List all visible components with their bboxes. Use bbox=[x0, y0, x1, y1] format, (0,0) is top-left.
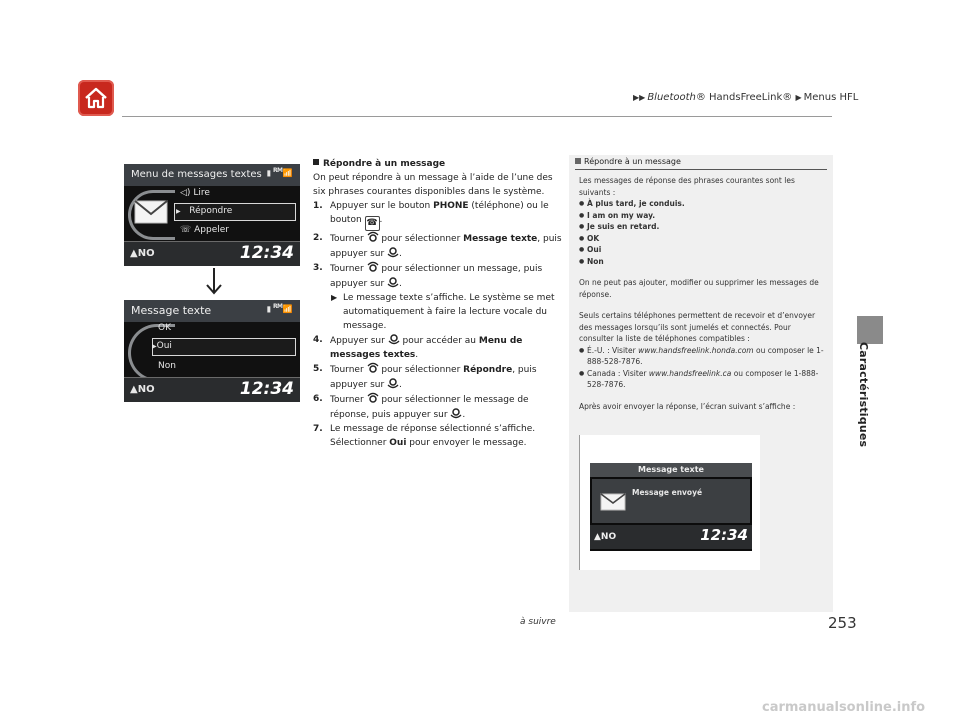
compass-readout: ▲NO bbox=[594, 532, 617, 542]
panel-heading: Répondre à un message bbox=[575, 157, 681, 166]
phrase-item: ● Oui bbox=[579, 244, 827, 256]
link-us[interactable]: www.handsfreelink.honda.com bbox=[638, 345, 754, 355]
menu-item-appeler[interactable]: ☏ Appeler bbox=[180, 225, 229, 235]
chapter-label: Caractéristiques bbox=[857, 342, 870, 448]
step-2: 2. Tourner pour sélectionner Message texte, puis appuyer sur . bbox=[313, 233, 562, 259]
breadcrumb-bluetooth[interactable]: Bluetooth bbox=[647, 92, 696, 103]
screen-status-bar bbox=[590, 525, 752, 549]
menu-item-selected-highlight bbox=[152, 338, 296, 356]
selector-knob-icon bbox=[367, 261, 379, 273]
phone-status-icon: ▮ bbox=[266, 304, 271, 314]
phrase-item: ● À plus tard, je conduis. bbox=[579, 198, 827, 210]
continued-label: à suivre bbox=[520, 617, 556, 627]
screen-status-bar bbox=[124, 241, 300, 266]
link-canada[interactable]: www.handsfreelink.ca bbox=[648, 368, 732, 378]
step-7: 7. Le message de réponse sélectionné s’affiche. Sélectionner Oui pour envoyer le message. bbox=[313, 424, 536, 448]
menu-item-oui[interactable]: ▶Oui bbox=[152, 341, 172, 351]
screen-text-message bbox=[124, 300, 300, 402]
selector-knob-icon bbox=[367, 231, 379, 243]
square-bullet-icon bbox=[313, 159, 319, 165]
step-3-result: ▶ Le message texte s’affiche. Le système se met automatiquement à faire la lecture vocale du message. bbox=[331, 293, 555, 331]
press-knob-icon bbox=[387, 276, 399, 288]
home-button[interactable] bbox=[78, 80, 114, 116]
sent-message: Message envoyé bbox=[632, 488, 703, 497]
compass-readout: ▲NO bbox=[130, 248, 155, 259]
screen-text-message-menu bbox=[124, 164, 300, 266]
phrase-item: ● I am on my way. bbox=[579, 210, 827, 222]
note-after-send: Après avoir envoyer la réponse, l’écran suivant s’affiche : bbox=[579, 401, 796, 411]
screen-message-sent bbox=[579, 435, 760, 570]
down-arrow-icon bbox=[204, 266, 224, 296]
contact-canada: ● Canada : Visiter www.handsfreelink.ca ou composer le 1-888-528-7876. bbox=[579, 368, 827, 391]
section-heading: Répondre à un message bbox=[313, 157, 563, 171]
menu-item-repondre[interactable]: ▶ Répondre bbox=[176, 206, 233, 216]
breadcrumb-arrow-icon: ▶▶ bbox=[633, 93, 646, 102]
envelope-icon bbox=[600, 493, 626, 511]
screen-title: Message texte bbox=[124, 300, 300, 322]
phrase-item: ● OK bbox=[579, 233, 827, 245]
phone-button-icon: ☎ bbox=[365, 216, 380, 231]
press-knob-icon bbox=[387, 377, 399, 389]
menu-item-non[interactable]: Non bbox=[158, 361, 176, 371]
square-bullet-icon bbox=[575, 158, 581, 164]
screen-title: Menu de messages textes bbox=[124, 164, 300, 186]
press-knob-icon bbox=[387, 246, 399, 258]
step-5: 5. Tourner pour sélectionner Répondre, puis appuyer sur . bbox=[313, 364, 537, 390]
header-divider bbox=[122, 116, 832, 117]
contact-us: ● É.-U. : Visiter www.handsfreelink.honda.com ou composer le 1-888-528-7876. bbox=[579, 345, 827, 368]
menu-item-ok[interactable]: OK bbox=[158, 323, 171, 333]
note-no-edit: On ne peut pas ajouter, modifier ou supprimer les messages de réponse. bbox=[579, 278, 819, 299]
phone-icon: ☏ bbox=[180, 225, 192, 235]
screen-title: Message texte bbox=[590, 463, 752, 477]
selector-knob-icon bbox=[367, 392, 379, 404]
page-number: 253 bbox=[828, 614, 857, 632]
clock: 12:34 bbox=[239, 379, 294, 399]
note-compatible-phones: Seuls certains téléphones permettent de recevoir et d’envoyer des messages lorsqu’ils sont jumelés et connectés. Pour consulter la liste de téléphones compatibles : bbox=[579, 311, 816, 343]
clock: 12:34 bbox=[239, 243, 294, 263]
compass-readout: ▲NO bbox=[130, 384, 155, 395]
phone-status-icon: ▮ bbox=[266, 168, 271, 178]
selector-knob-icon bbox=[367, 362, 379, 374]
intro-text: On peut répondre à un message à l’aide de l’une des six phrases courantes disponibles dans le système. bbox=[313, 173, 553, 197]
message-box bbox=[592, 479, 750, 523]
step-6: 6. Tourner pour sélectionner le message de réponse, puis appuyer sur . bbox=[313, 394, 529, 420]
breadcrumb bbox=[633, 92, 858, 103]
breadcrumb-handsfreelink[interactable]: ® HandsFreeLink® bbox=[695, 92, 793, 103]
watermark: carmanualsonline.info bbox=[762, 700, 926, 715]
breadcrumb-menus-hfl[interactable]: Menus HFL bbox=[803, 92, 859, 103]
result-arrow-icon: ▶ bbox=[331, 293, 338, 302]
chapter-tab[interactable] bbox=[857, 316, 883, 344]
clock: 12:34 bbox=[700, 526, 748, 544]
breadcrumb-arrow-icon: ▶ bbox=[795, 93, 802, 102]
step-4: 4. Appuyer sur pour accéder au Menu de messages textes. bbox=[313, 335, 523, 360]
envelope-icon bbox=[134, 200, 168, 224]
signal-status: ▮ $^{RM}$📶 bbox=[266, 167, 292, 178]
panel-body: Les messages de réponse des phrases courantes sont les suivants : ● À plus tard, je conduis. ● I am on my way. ● Je suis en retard. ● OK ● Oui ● Non On ne peut pas ajouter, modifier ou supprimer les messages de réponse. Seuls certains téléphones permettent de recevoir et d’envoyer des messages lorsqu’ils sont jumelés et connectés. Pour consulter la liste de téléphones compatibles : ● É.-U. : Visiter www.handsfreelink.honda.com ou composer le 1-888-528-7876. ● Canada : Visiter www.handsfreelink.ca ou composer le 1-888-528-7876. Après avoir envoyer la réponse, l’écran suivant s’affiche : bbox=[579, 175, 827, 412]
home-icon bbox=[83, 85, 109, 111]
press-knob-icon bbox=[388, 333, 400, 345]
screen-status-bar bbox=[124, 377, 300, 402]
press-knob-icon bbox=[450, 407, 462, 419]
speaker-icon: ◁) bbox=[180, 188, 191, 198]
step-3: 3. Tourner pour sélectionner un message, puis appuyer sur . bbox=[313, 263, 543, 289]
menu-item-lire[interactable]: ◁) Lire bbox=[180, 188, 210, 198]
phrase-item: ● Non bbox=[579, 256, 827, 268]
signal-status: ▮ $^{RM}$📶 bbox=[266, 303, 292, 314]
panel-divider bbox=[575, 169, 827, 170]
phrase-item: ● Je suis en retard. bbox=[579, 221, 827, 233]
main-instructions bbox=[313, 157, 563, 450]
step-1: 1. Appuyer sur le bouton PHONE (téléphone) ou le bouton ☎ . bbox=[313, 199, 563, 231]
